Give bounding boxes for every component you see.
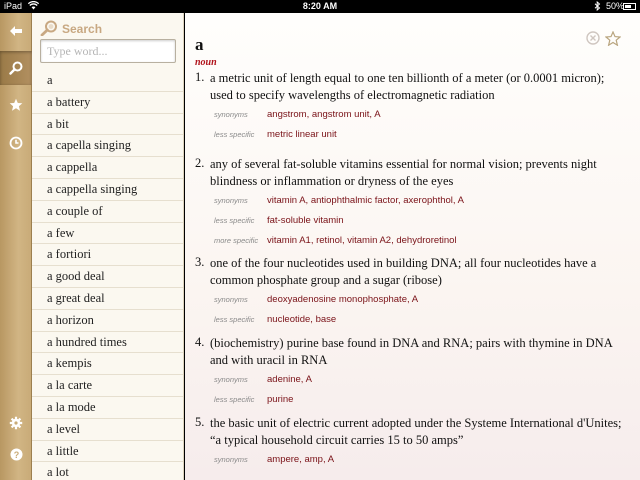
back-arrow-icon — [9, 25, 23, 37]
favorites-tab[interactable] — [0, 88, 32, 122]
relation-label: synonyms — [214, 295, 248, 304]
sense-gloss: one of the four nucleotides used in building DNA; all four nucleotides have a common phosphate group and a sugar (ribose) — [210, 256, 597, 287]
status-bar — [0, 0, 640, 13]
word-list-item[interactable]: a — [32, 70, 184, 92]
sense-5 — [195, 415, 625, 470]
word-list-item[interactable]: a great deal — [32, 288, 184, 310]
star-icon — [9, 98, 23, 112]
battery-icon — [623, 3, 636, 10]
carrier-label: iPad — [4, 1, 23, 11]
relation-label: less specific — [214, 130, 255, 139]
sense-gloss: the basic unit of electric current adopted under the Systeme International d'Unites; “a typical household circuit carries 15 to 50 amps” — [210, 416, 622, 447]
settings-button[interactable] — [0, 406, 32, 440]
sense-number: 4. — [195, 335, 205, 349]
relation-row — [214, 215, 625, 231]
sense-number: 1. — [195, 70, 205, 84]
relation-values[interactable]: vitamin A1, retinol, vitamin A2, dehydroretinol — [267, 235, 457, 246]
sense-4 — [195, 335, 625, 410]
search-icon — [9, 61, 23, 75]
relation-values[interactable]: angstrom, angstrom unit, A — [267, 109, 381, 120]
word-list-item[interactable]: a la carte — [32, 375, 184, 397]
relation-row — [214, 294, 625, 310]
word-list-item[interactable]: a la mode — [32, 397, 184, 419]
word-list-item[interactable]: a cappella singing — [32, 179, 184, 201]
word-list-item[interactable]: a hundred times — [32, 332, 184, 354]
word-list-item[interactable]: a little — [32, 441, 184, 463]
relation-label: synonyms — [214, 110, 248, 119]
relation-values[interactable]: purine — [267, 394, 294, 405]
relation-row — [214, 314, 625, 330]
help-icon — [10, 448, 23, 461]
history-clock-icon — [9, 136, 23, 150]
help-button[interactable] — [0, 437, 32, 471]
part-of-speech: noun — [195, 57, 217, 68]
relation-row — [214, 235, 625, 251]
relation-values[interactable]: adenine, A — [267, 374, 312, 385]
relation-row — [214, 394, 625, 410]
headword: a — [195, 35, 204, 54]
relation-row — [214, 109, 625, 125]
relation-label: synonyms — [214, 375, 248, 384]
sense-gloss: (biochemistry) purine base found in DNA and RNA; pairs with thymine in DNA and with uracil in RNA — [210, 336, 613, 367]
favorite-star-icon[interactable] — [605, 31, 621, 51]
sense-number: 3. — [195, 255, 205, 269]
sense-gloss: a metric unit of length equal to one ten billionth of a meter (or 0.0001 micron); used to specify wavelengths of electromagnetic radiation — [210, 71, 605, 102]
relation-label: less specific — [214, 216, 255, 225]
back-button[interactable] — [0, 14, 32, 48]
definition-panel — [185, 13, 640, 480]
clock: 8:20 AM — [302, 1, 338, 11]
relation-values[interactable]: vitamin A, antiophthalmic factor, axerophthol, A — [267, 195, 464, 206]
relation-row — [214, 454, 625, 470]
word-list-item[interactable]: a horizon — [32, 310, 184, 332]
clear-icon[interactable] — [586, 31, 600, 50]
svg-text:?: ? — [13, 449, 19, 460]
relation-label: synonyms — [214, 455, 248, 464]
relation-label: more specific — [214, 236, 259, 245]
settings-gear-icon — [9, 416, 23, 430]
relation-values[interactable]: metric linear unit — [267, 129, 337, 140]
battery-percent: 50% — [606, 1, 625, 11]
relation-values[interactable]: fat-soluble vitamin — [267, 215, 344, 226]
search-tab[interactable] — [0, 51, 32, 85]
relation-row — [214, 129, 625, 145]
relation-label: less specific — [214, 315, 255, 324]
sense-1 — [195, 70, 625, 145]
relation-values[interactable]: deoxyadenosine monophosphate, A — [267, 294, 419, 305]
word-list-panel — [32, 13, 184, 480]
relation-values[interactable]: nucleotide, base — [267, 314, 337, 325]
tool-rail — [0, 13, 32, 480]
word-list-item[interactable]: a few — [32, 223, 184, 245]
relation-label: less specific — [214, 395, 255, 404]
relation-row — [214, 374, 625, 390]
relation-values[interactable]: ampere, amp, A — [267, 454, 335, 465]
word-list-item[interactable]: a bit — [32, 114, 184, 136]
sense-2 — [195, 156, 625, 251]
relation-row — [214, 195, 625, 211]
word-list-item[interactable]: a cappella — [32, 157, 184, 179]
sense-3 — [195, 255, 625, 330]
word-list-item[interactable]: a battery — [32, 92, 184, 114]
sense-gloss: any of several fat-soluble vitamins essential for normal vision; prevents night blindness or inflammation or dryness of the eyes — [210, 157, 597, 188]
search-label: Search — [62, 22, 103, 36]
history-tab[interactable] — [0, 126, 32, 160]
sense-number: 2. — [195, 156, 205, 170]
search-header-icon — [40, 20, 58, 41]
word-list-item[interactable]: a capella singing — [32, 135, 184, 157]
bluetooth-icon — [594, 1, 601, 13]
word-list — [32, 70, 184, 480]
word-list-item[interactable]: a lot — [32, 462, 184, 480]
word-list-item[interactable]: a good deal — [32, 266, 184, 288]
word-list-item[interactable]: a level — [32, 419, 184, 441]
sense-number: 5. — [195, 415, 205, 429]
relation-label: synonyms — [214, 196, 248, 205]
word-list-item[interactable]: a fortiori — [32, 244, 184, 266]
word-list-item[interactable]: a couple of — [32, 201, 184, 223]
word-list-item[interactable]: a kempis — [32, 353, 184, 375]
search-input[interactable] — [40, 39, 176, 63]
